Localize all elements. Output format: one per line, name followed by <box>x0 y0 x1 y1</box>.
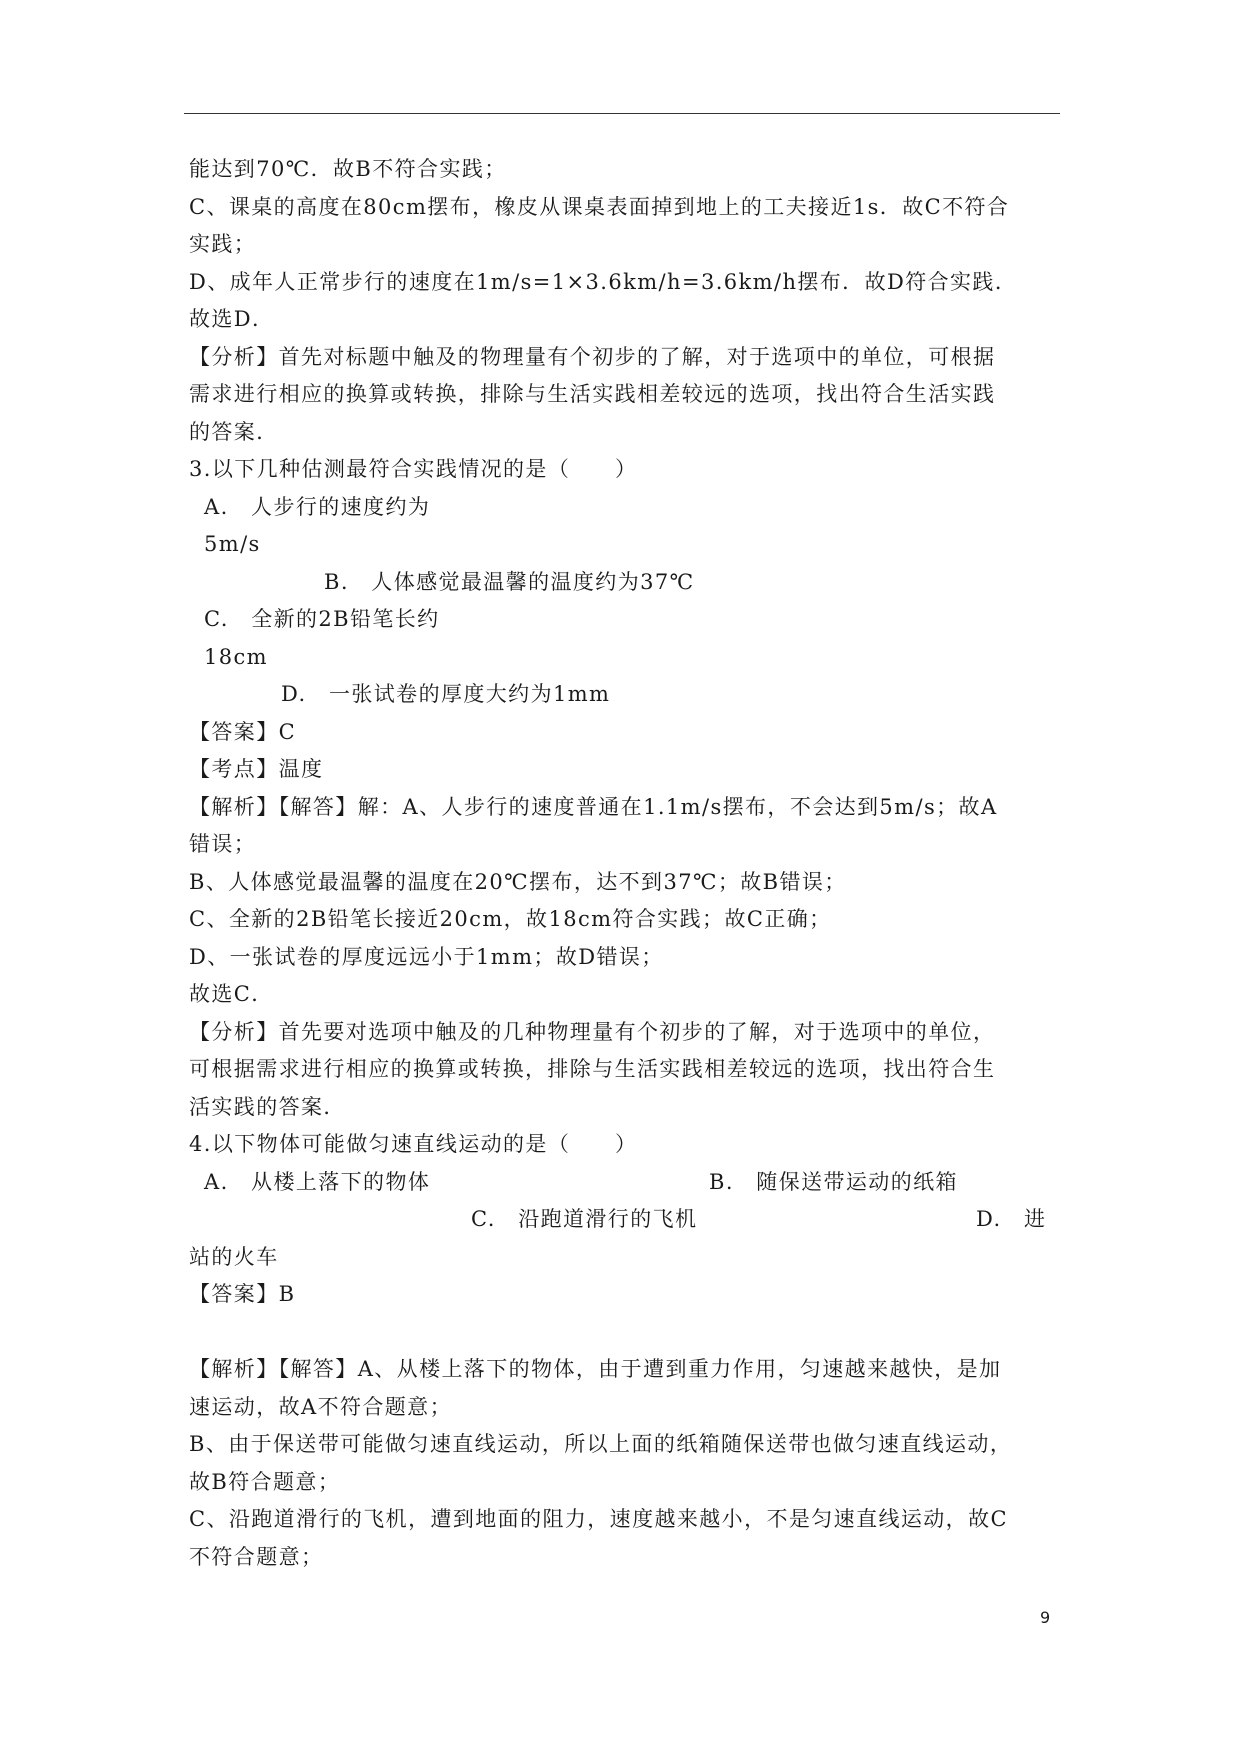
analysis-line: 【分析】首先对标题中触及的物理量有个初步的了解，对于选项中的单位，可根据 <box>189 345 996 369</box>
option-b: B. 人体感觉最温馨的温度约为37℃ <box>324 570 695 594</box>
option-b: B. 随保送带运动的纸箱 <box>709 1170 958 1194</box>
text-line: 不符合题意； <box>189 1545 324 1569</box>
option-d: D. 一张试卷的厚度大约为1mm <box>281 682 611 706</box>
option-d-cont: 站的火车 <box>189 1245 279 1269</box>
text-line: 故选D． <box>189 307 275 331</box>
text-line: C、课桌的高度在80cm摆布，橡皮从课桌表面掉到地上的工夫接近1s．故C不符合 <box>189 195 1010 219</box>
text-line: D、一张试卷的厚度远远小于1mm；故D错误； <box>189 945 664 969</box>
topic-line: 【考点】温度 <box>189 757 324 781</box>
option-a-cont: 5m/s <box>204 532 261 556</box>
question-3: 3.以下几种估测最符合实践情况的是（ ） <box>189 457 638 481</box>
text-line: 能达到70℃．故B不符合实践； <box>189 157 507 181</box>
option-c: C. 全新的2B铅笔长约 <box>204 607 440 631</box>
answer-line: 【答案】C <box>189 720 297 744</box>
text-line: D、成年人正常步行的速度在1m/s=1×3.6km/h=3.6km/h摆布．故D符合实践． <box>189 270 1018 294</box>
text-line: 速运动，故A不符合题意； <box>189 1395 452 1419</box>
option-c-cont: 18cm <box>204 645 268 669</box>
solution-line: 【解析】【解答】解：A、人步行的速度普通在1.1m/s摆布，不会达到5m/s；故A <box>189 795 998 819</box>
text-line: 活实践的答案． <box>189 1095 346 1119</box>
text-line: B、由于保送带可能做匀速直线运动，所以上面的纸箱随保送带也做匀速直线运动， <box>189 1432 1013 1456</box>
text-line: 错误； <box>189 832 257 856</box>
text-line: B、人体感觉最温馨的温度在20℃摆布，达不到37℃；故B错误； <box>189 870 847 894</box>
option-a: A. 人步行的速度约为 <box>204 495 431 519</box>
text-line: 的答案． <box>189 420 279 444</box>
text-line: C、全新的2B铅笔长接近20cm，故18cm符合实践；故C正确； <box>189 907 832 931</box>
answer-line: 【答案】B <box>189 1282 296 1306</box>
text-line: 实践； <box>189 232 257 256</box>
text-line: 故B符合题意； <box>189 1470 341 1494</box>
solution-line: 【解析】【解答】A、从楼上落下的物体，由于遭到重力作用，匀速越来越快，是加 <box>189 1357 1002 1381</box>
option-c: C. 沿跑道滑行的飞机 <box>471 1207 698 1231</box>
text-line: 故选C． <box>189 982 274 1006</box>
analysis-line: 【分析】首先要对选项中触及的几种物理量有个初步的了解，对于选项中的单位， <box>189 1020 996 1044</box>
text-line: C、沿跑道滑行的飞机，遭到地面的阻力，速度越来越小，不是匀速直线运动，故C <box>189 1507 1008 1531</box>
header-rule <box>184 113 1060 114</box>
text-line: 需求进行相应的换算或转换，排除与生活实践相差较远的选项，找出符合生活实践 <box>189 382 996 406</box>
option-a: A. 从楼上落下的物体 <box>204 1170 431 1194</box>
text-line: 可根据需求进行相应的换算或转换，排除与生活实践相差较远的选项，找出符合生 <box>189 1057 996 1081</box>
page-number: 9 <box>1040 1608 1051 1627</box>
question-4: 4.以下物体可能做匀速直线运动的是（ ） <box>189 1132 638 1156</box>
option-d: D. 进 <box>976 1207 1047 1231</box>
